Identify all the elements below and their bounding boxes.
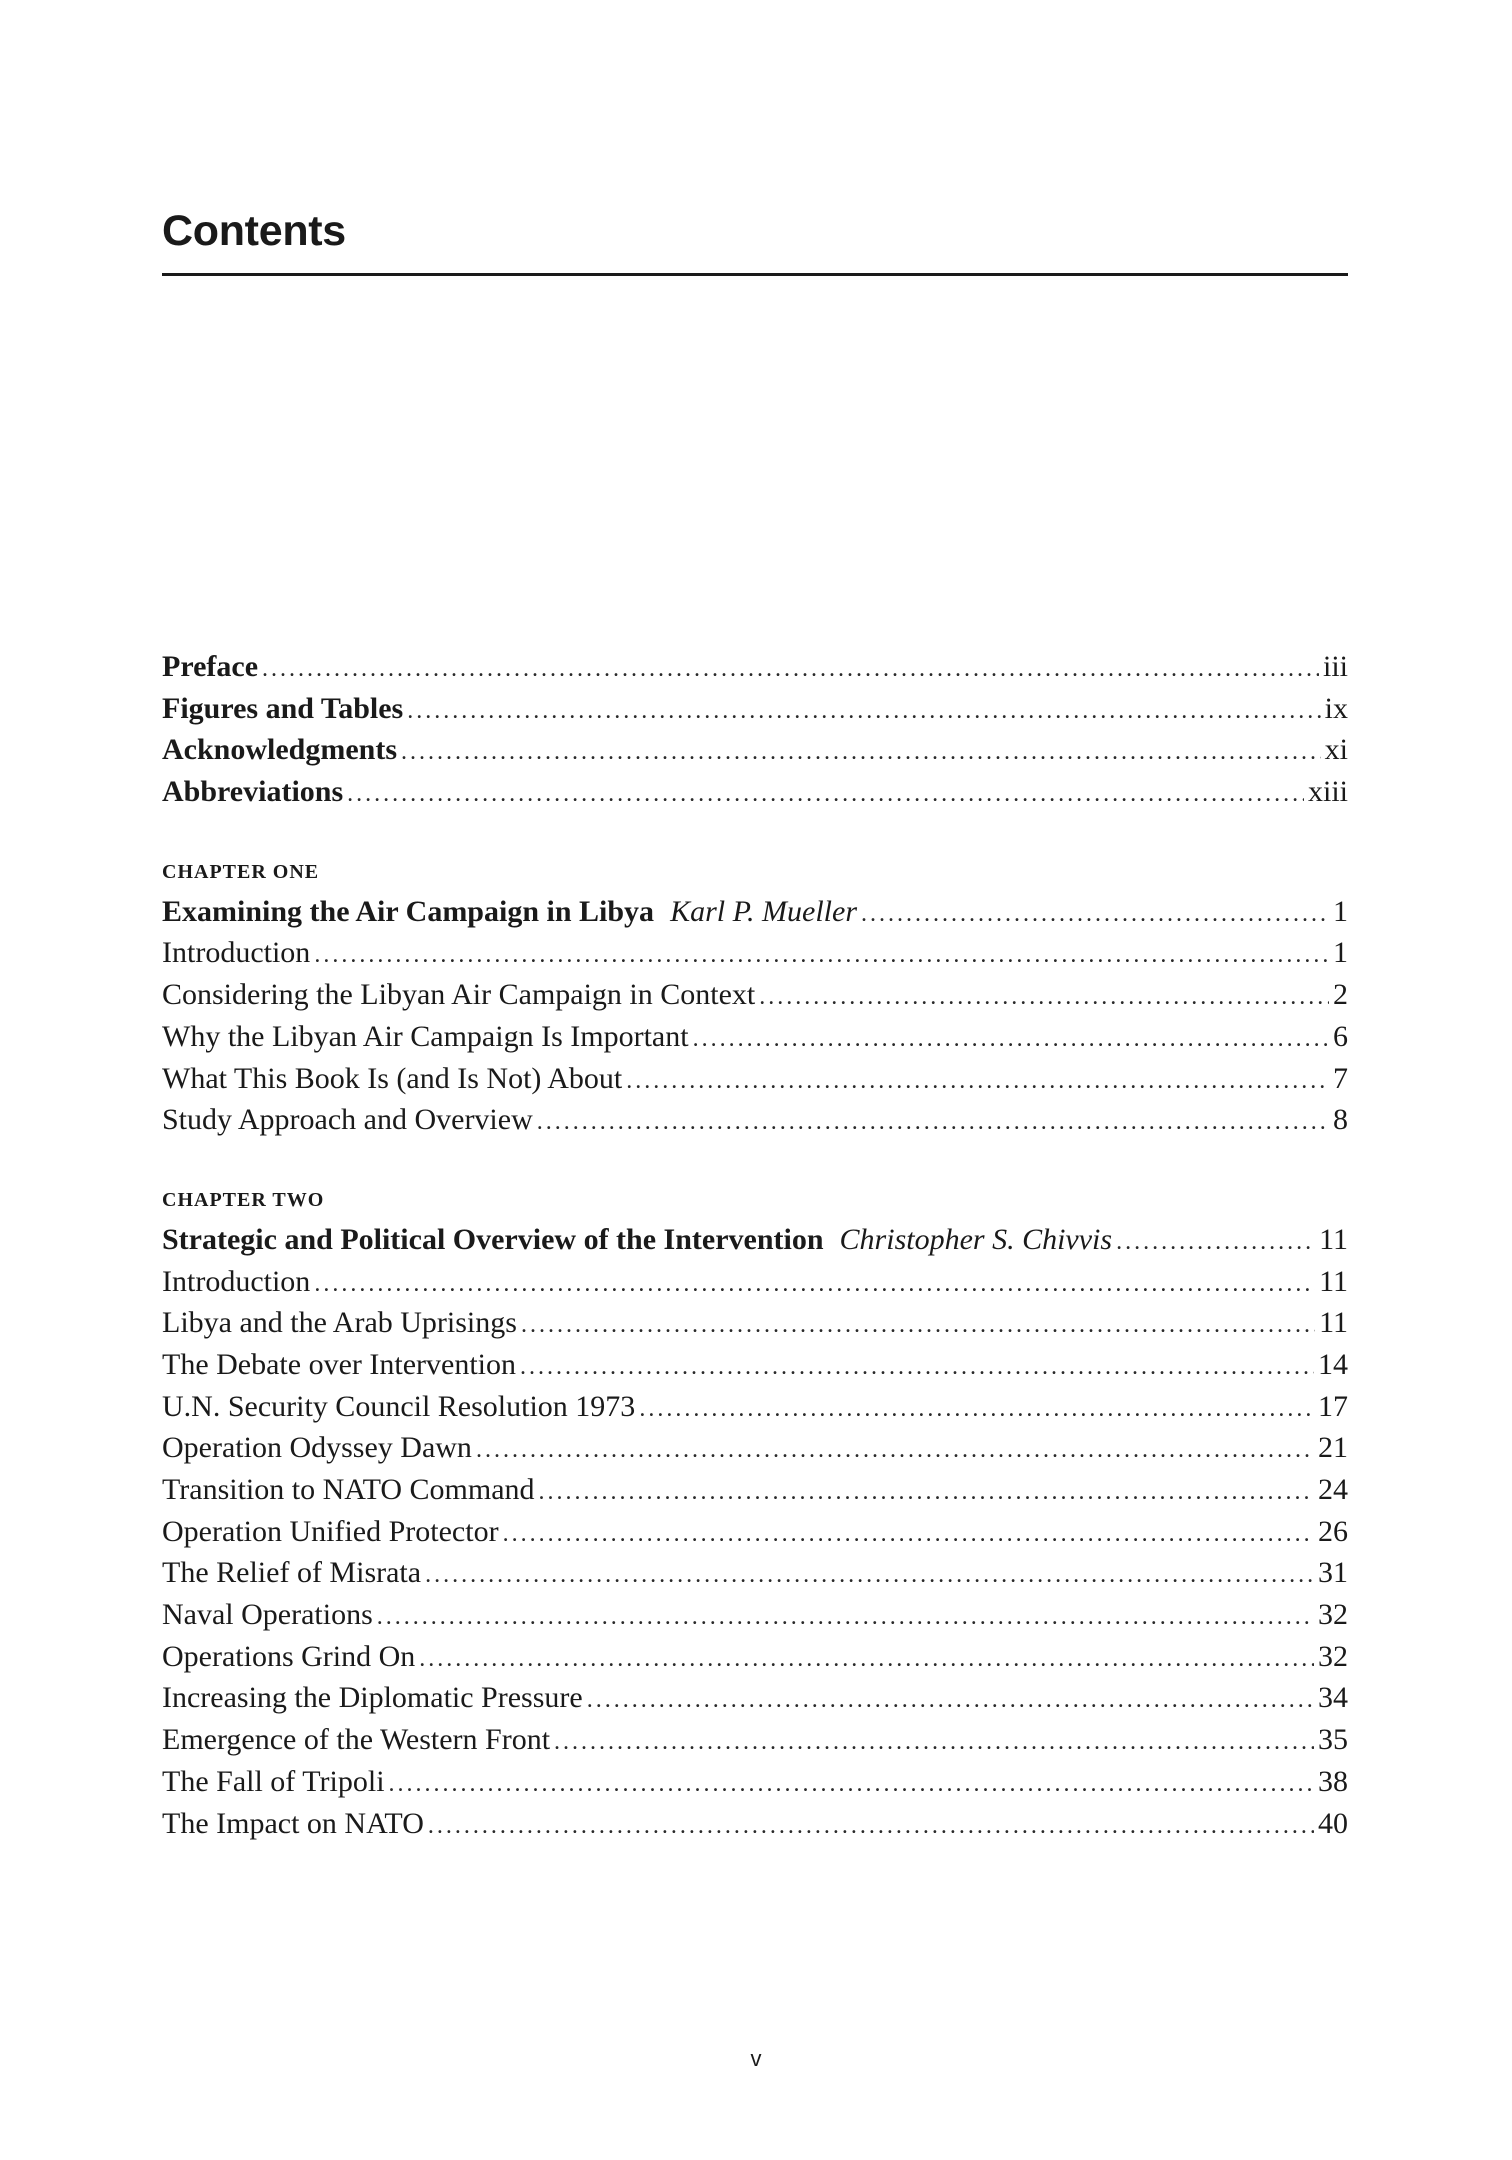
dot-leader	[554, 1722, 1314, 1764]
dot-leader	[626, 1061, 1329, 1103]
dot-leader	[347, 774, 1304, 816]
chapter-label: CHAPTER TWO	[162, 1188, 325, 1211]
title-rule	[162, 273, 1348, 276]
toc-entry-page: xiii	[1307, 775, 1348, 809]
toc-entry-label: The Debate over Intervention	[162, 1347, 517, 1381]
toc-entry-label: Naval Operations	[162, 1598, 373, 1632]
toc-entry-page: ix	[1324, 691, 1348, 725]
dot-leader	[476, 1430, 1314, 1472]
dot-leader	[262, 649, 1319, 691]
toc-entry-label: Operation Odyssey Dawn	[162, 1431, 472, 1465]
toc-entry-preface[interactable]	[162, 646, 1348, 688]
toc-entry[interactable]	[162, 1302, 1348, 1344]
dot-leader	[428, 1806, 1314, 1848]
toc-entry-label: Introduction	[162, 1264, 311, 1298]
toc-entry-label: Study Approach and Overview	[162, 1103, 533, 1137]
toc-entry-label: The Fall of Tripoli	[162, 1764, 385, 1798]
table-of-contents	[162, 646, 1348, 1844]
dot-leader	[693, 1019, 1329, 1061]
toc-entry-page: 34	[1318, 1681, 1348, 1715]
toc-entry[interactable]	[162, 1511, 1348, 1553]
toc-entry[interactable]	[162, 1386, 1348, 1428]
dot-leader	[639, 1389, 1314, 1431]
toc-entry-page: 24	[1318, 1473, 1348, 1506]
chapter-title: Strategic and Political Overview of the Intervention	[162, 1222, 824, 1256]
toc-chapter-title[interactable]	[162, 1219, 1348, 1261]
chapter-title: Examining the Air Campaign in Libya	[162, 894, 655, 928]
toc-entry-label: The Impact on NATO	[162, 1806, 424, 1840]
toc-entry-label: Preface	[162, 650, 259, 683]
toc-entry-page: 31	[1318, 1556, 1348, 1590]
toc-entry-page: 2	[1333, 978, 1348, 1012]
toc-entry-page: iii	[1322, 650, 1348, 683]
toc-entry-page: 21	[1318, 1431, 1348, 1465]
toc-entry-label: Operations Grind On	[162, 1639, 416, 1673]
section-gap	[162, 1141, 1348, 1181]
toc-entry[interactable]	[162, 1761, 1348, 1803]
dot-leader	[520, 1347, 1314, 1389]
toc-entry[interactable]	[162, 1594, 1348, 1636]
toc-entry-page: 35	[1318, 1723, 1348, 1757]
toc-entry-page: 32	[1318, 1639, 1348, 1673]
dot-leader	[377, 1597, 1314, 1639]
toc-entry-label: Abbreviations	[162, 775, 344, 809]
dot-leader	[503, 1514, 1314, 1556]
toc-entry[interactable]	[162, 1552, 1348, 1594]
toc-entry-page: 14	[1318, 1347, 1348, 1381]
dot-leader	[425, 1555, 1314, 1597]
toc-chapter-title[interactable]	[162, 891, 1348, 933]
toc-entry[interactable]	[162, 1636, 1348, 1678]
toc-entry-label: Emergence of the Western Front	[162, 1723, 551, 1757]
toc-entry-page: 38	[1318, 1764, 1348, 1798]
toc-entry-acknowledgments[interactable]	[162, 729, 1348, 771]
toc-entry-label: Libya and the Arab Uprisings	[162, 1306, 517, 1340]
toc-entry-label: Introduction	[162, 936, 311, 970]
toc-entry-page: 1	[1333, 894, 1348, 928]
dot-leader	[419, 1639, 1314, 1681]
toc-entry[interactable]	[162, 1427, 1348, 1469]
dot-leader	[407, 691, 1320, 733]
dot-leader	[1116, 1222, 1315, 1264]
page-title: Contents	[162, 207, 346, 255]
dot-leader	[539, 1472, 1314, 1514]
toc-entry-page: 40	[1318, 1806, 1348, 1840]
toc-entry-page: 6	[1333, 1019, 1348, 1053]
toc-entry[interactable]	[162, 1344, 1348, 1386]
toc-entry-label: U.N. Security Council Resolution 1973	[162, 1389, 636, 1423]
toc-entry-label: The Relief of Misrata	[162, 1556, 422, 1590]
toc-entry-page: 11	[1319, 1264, 1348, 1298]
section-gap	[162, 813, 1348, 853]
toc-entry[interactable]	[162, 1677, 1348, 1719]
toc-entry[interactable]	[162, 1099, 1348, 1141]
dot-leader	[401, 732, 1321, 774]
toc-entry-page: 17	[1318, 1389, 1348, 1423]
toc-entry-figures-and-tables[interactable]	[162, 688, 1348, 730]
dot-leader	[521, 1305, 1315, 1347]
toc-entry-label: Why the Libyan Air Campaign Is Important	[162, 1019, 689, 1053]
toc-entry-page: 32	[1318, 1598, 1348, 1632]
page-number: v	[750, 2046, 762, 2071]
dot-leader	[314, 935, 1329, 977]
toc-entry-page: 7	[1333, 1061, 1348, 1095]
toc-entry[interactable]	[162, 1719, 1348, 1761]
toc-entry-page: 8	[1333, 1103, 1348, 1137]
toc-entry[interactable]	[162, 1469, 1348, 1511]
toc-entry-label: Figures and Tables	[162, 691, 404, 725]
toc-entry[interactable]	[162, 1803, 1348, 1845]
chapter-author: Karl P. Mueller	[670, 894, 858, 928]
toc-entry-label: Increasing the Diplomatic Pressure	[162, 1681, 583, 1715]
toc-entry-page: 1	[1333, 936, 1348, 970]
toc-entry-page: xi	[1324, 733, 1348, 767]
toc-entry-page: 11	[1319, 1306, 1348, 1340]
chapter-label: CHAPTER ONE	[162, 860, 320, 883]
toc-entry[interactable]	[162, 974, 1348, 1016]
toc-entry-page: 11	[1319, 1222, 1348, 1256]
dot-leader	[759, 977, 1329, 1019]
toc-entry-label: Considering the Libyan Air Campaign in Context	[162, 978, 756, 1012]
toc-entry[interactable]	[162, 1261, 1348, 1303]
chapter-author: Christopher S. Chivvis	[839, 1222, 1113, 1256]
toc-entry[interactable]	[162, 1058, 1348, 1100]
dot-leader	[587, 1680, 1314, 1722]
dot-leader	[537, 1102, 1329, 1144]
toc-entry-label: What This Book Is (and Is Not) About	[162, 1061, 623, 1095]
toc-entry-label: Transition to NATO Command	[162, 1473, 535, 1506]
dot-leader	[861, 894, 1329, 936]
dot-leader	[389, 1764, 1314, 1806]
toc-entry-label: Acknowledgments	[162, 733, 398, 767]
toc-entry[interactable]	[162, 932, 1348, 974]
toc-entry-page: 26	[1318, 1514, 1348, 1548]
toc-entry-label: Operation Unified Protector	[162, 1514, 499, 1548]
dot-leader	[314, 1264, 1315, 1306]
toc-entry-abbreviations[interactable]	[162, 771, 1348, 813]
toc-entry[interactable]	[162, 1016, 1348, 1058]
